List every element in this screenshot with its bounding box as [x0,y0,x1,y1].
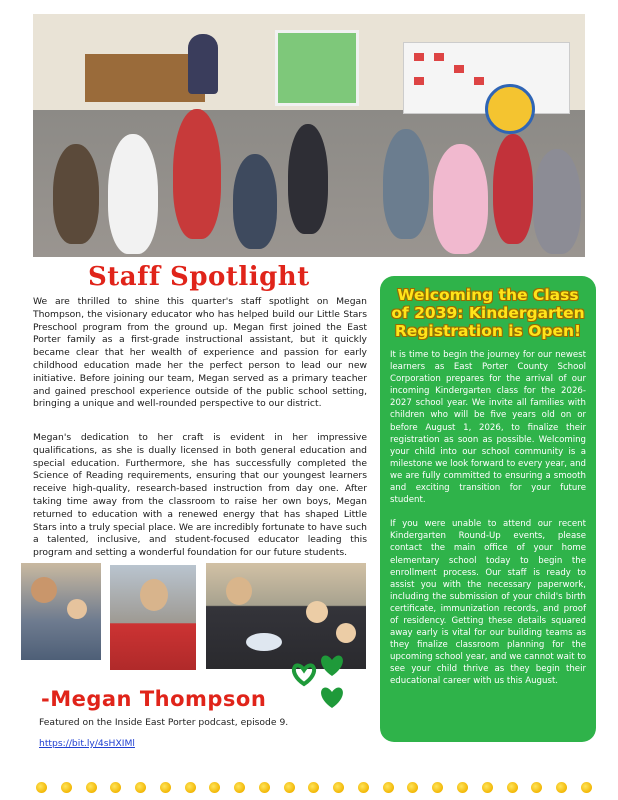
staff-spotlight-title: Staff Spotlight [88,262,310,292]
hearts-decoration [290,648,360,718]
registration-title: Welcoming the Class of 2039: Kindergarten Registration is Open! [391,286,585,340]
spotlight-signature: -Megan Thompson [41,687,267,711]
podcast-link[interactable]: https://bit.ly/4sHXIMl [39,738,135,749]
photo-teacher-with-child [21,563,101,660]
registration-paragraph-2: If you were unable to attend our recent Kindergarten Round-Up events, please contact the main office of your home elementary school today to begin the enrollment process. Our staff is ready to assist you with the necessary paperwork, including the submission of your child's birth certificate, immunization records, and proof of residency. Getting these details squared away early is vital for our building teams as they finalize classroom planning for the upcoming school year, and we cannot wait to see your child thrive as they begin their educational career with us this August. [390,519,586,687]
podcast-credit: Featured on the Inside East Porter podcast, episode 9. [39,717,289,728]
spotlight-paragraph-2: Megan's dedication to her craft is evident in her impressive qualifications, as she is dually licensed in both general education and special education. Furthermore, she has successfully completed the Science of Reading requirements, ensuring that our youngest learners receive high-quality, research-based instruction from day one. After taking time away from the classroom to raise her own boys, Megan returned to education with a renewed energy that has shaped Little Stars into a truly special place. We are incredibly fortunate to have such a talented, inclusive, and student-focused educator leading this program and setting a wonderful foundation for our future students. [33,432,367,559]
registration-box [380,276,596,742]
decorative-dots-row [36,782,592,794]
spotlight-paragraph-1: We are thrilled to shine this quarter's staff spotlight on Megan Thompson, the visionary educator who has helped build our Little Stars Preschool program from the ground up. Megan first joined the East Porter family as a first-grade instructional assistant, but it quickly became clear that her wealth of experience and passion for early childhood education made her the perfect person to lead our new initiative. Before joining our team, Megan served as a primary teacher and gained preschool experience outside of the public school setting, bringing a unique and well-rounded perspective to our district. [33,296,367,410]
hero-classroom-photo [33,14,585,257]
registration-paragraph-1: It is time to begin the journey for our newest learners as East Porter County School Corporation prepares for the arrival of our incoming Kindergarten class for the 2026-2027 school year. We invite all families with children who will be five years old on or before August 1, 2026, to finalize their registration as soon as possible. Welcoming your child into our school community is a milestone we look forward to every year, and we are fully committed to ensuring a smooth and exciting transition for your future student. [390,350,586,506]
photo-teacher-portrait [108,563,198,672]
